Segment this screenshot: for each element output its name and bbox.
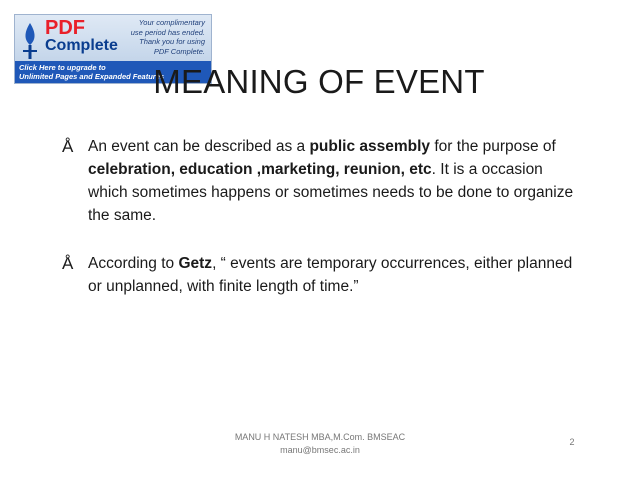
slide-title: MEANING OF EVENT bbox=[153, 63, 485, 100]
trial-message-line: Your complimentary bbox=[138, 18, 205, 27]
trial-message-line: use period has ended. bbox=[130, 27, 205, 37]
bullet-bold-text: celebration, education ,marketing, reunion, etc bbox=[88, 161, 432, 178]
bullet-text: An event can be described as a bbox=[88, 138, 310, 155]
bullet-text: According to bbox=[88, 255, 179, 272]
bullet-item-definition bbox=[62, 135, 582, 227]
bullet-bold-text: public assembly bbox=[309, 138, 431, 155]
pdf-complete-logo-icon bbox=[19, 21, 41, 61]
upgrade-link-line: Unlimited Pages and Expanded Features bbox=[19, 72, 165, 81]
bullet-text: for the purpose of bbox=[430, 138, 556, 155]
upgrade-link-line: Click Here to upgrade to bbox=[19, 63, 106, 72]
trial-message-line: Thank you for using bbox=[139, 37, 205, 46]
footer-author-email: manu@bmsec.ac.in bbox=[280, 445, 360, 455]
bullet-marker: Å bbox=[62, 254, 74, 273]
page-number: 2 bbox=[569, 437, 575, 447]
footer-author bbox=[200, 431, 440, 457]
trial-message-line: PDF Complete. bbox=[153, 46, 205, 56]
bullet-marker: Å bbox=[62, 137, 74, 156]
bullet-item-getz-quote bbox=[62, 252, 582, 298]
bullet-list bbox=[62, 135, 582, 298]
trial-expired-message bbox=[109, 18, 205, 56]
brand-complete-text: Complete bbox=[45, 37, 118, 54]
bullet-bold-text: Getz bbox=[178, 255, 213, 272]
bullet-text: , “ events are temporary occurrences, either planned or unplanned, with finite length of time.” bbox=[88, 255, 573, 295]
bullet-text: . It is a occasion which sometimes happens or sometimes needs to be done to organize the same. bbox=[88, 161, 574, 224]
brand-pdf-text: PDF bbox=[45, 17, 85, 39]
footer-author-name: MANU H NATESH MBA,M.Com. BMSEAC bbox=[234, 432, 406, 442]
